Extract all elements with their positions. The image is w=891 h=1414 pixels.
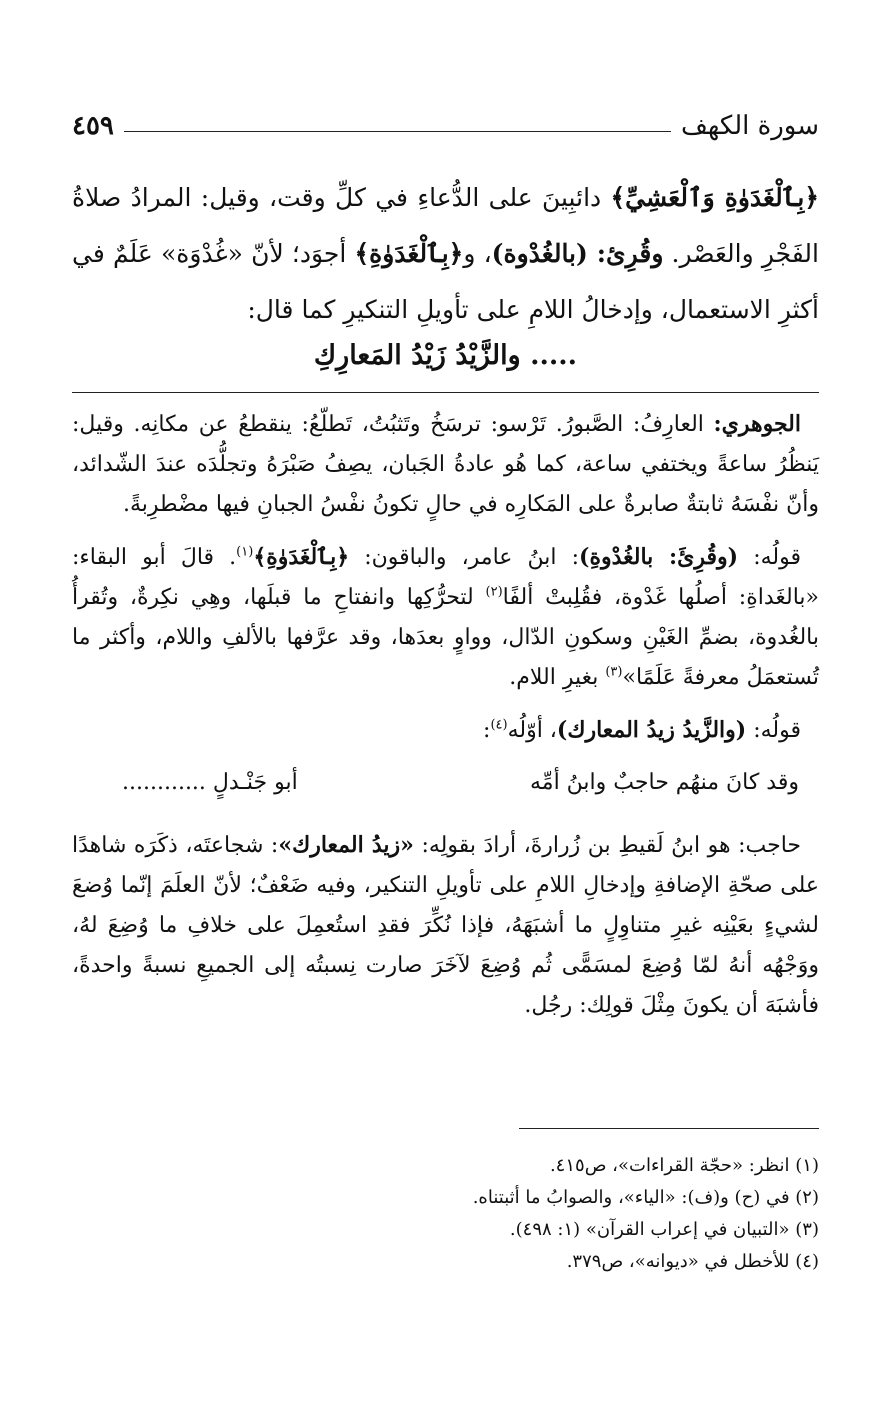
main-text-segment: أجوَد؛ لأنّ «غُدْوَة» عَلَمٌ في أكثرِ الاستعمال، وإدخالُ اللامِ على تأويلِ التنكيرِ كما قال: <box>72 239 819 324</box>
footnote-marker: (٣) <box>605 664 623 680</box>
section-divider <box>72 392 819 393</box>
footnote-marker: (٢) <box>485 584 503 600</box>
commentary-lemma: «زيدُ المعارك» <box>278 832 414 858</box>
commentary-paragraph <box>72 710 819 751</box>
commentary-text: : <box>483 718 491 743</box>
commentary-text: قولُه: <box>746 718 801 743</box>
commentary-text: : ابنُ عامر، والباقون: <box>349 545 580 570</box>
footnote: (٤) للأخطل في «ديوانه»، ص٣٧٩. <box>566 1251 819 1272</box>
surah-title: سورة الكهف <box>680 111 819 141</box>
main-text <box>72 170 819 338</box>
footnote-marker: (٤) <box>490 717 508 733</box>
main-text-segment: ، و <box>463 239 492 268</box>
hemistich-second: أبو جَنْـدلٍ ............ <box>122 770 298 795</box>
main-paragraph <box>72 170 819 338</box>
quran-quote: ﴿بِٱلْغَدَوٰةِ﴾ <box>354 239 464 268</box>
commentary-lemma: (وقُرِئَ: بالغُدْوةِ) <box>579 544 739 570</box>
commentary-text: لتحرُّكِها وانفتاحِ ما قبلَها، وهِي نكِرةٌ، وتُقرأُ بالغُدوة، بضمِّ الغَيْنِ وسكونِ الدّال، وواوٍ بعدَها، وقد عرَّفها بالألفِ واللام، وأكثر ما تُستعمَلُ معرفةً عَلَمًا» <box>72 585 819 690</box>
commentary-text: : شجاعتَه، ذكَرَه شاهدًا على صحّةِ الإضافةِ وإدخالِ اللامِ على تأويلِ التنكير، وفيه ضَعْفٌ؛ لأنّ العلَمَ إنّما وُضعَ لشيءٍ بعَيْنِه غيرِ متناوِلٍ ما أشبَهَهُ، فإذا نُكِّرَ فقدِ استُعمِلَ على خلافِ ما وُضِعَ لهُ، ووَجْهُه أنهُ لمّا وُضِعَ لمسَمًّى ثُم وُضِعَ لآخَرَ صارت نِسبتُه إلى الجميعِ نسبةً واحدةً، فأشبَهَ أن يكونَ مِثْلَ قولِك: رجُل. <box>72 833 819 1018</box>
footnote: (٢) في (ح) و(ف): «الياء»، والصوابُ ما أثبتناه. <box>472 1187 819 1208</box>
poem-verse <box>72 763 819 803</box>
commentary-lemma: الجوهري: <box>713 411 801 437</box>
commentary <box>72 404 819 1038</box>
footnote-rule <box>519 1128 819 1129</box>
commentary-text: حاجب: هو ابنُ لَقيطِ بن زُرارةَ، أرادَ بقولِه: <box>413 833 801 858</box>
quran-quote: ﴿بِٱلْغَدَوٰةِ وَٱلْعَشِيِّ﴾ <box>610 183 819 212</box>
hemistich-first: وقد كانَ منهُم حاجبٌ وابنُ أمِّه <box>530 770 799 795</box>
commentary-text: . قالَ أبو البقاء: «بالغَداةِ: أصلُها غَدْوة، فقُلِبتْ ألفًا <box>72 545 819 610</box>
footnote: (٣) «التبيان في إعراب القرآن» (١: ٤٩٨). <box>509 1219 819 1240</box>
commentary-text: ، أوّلُه <box>507 718 557 743</box>
commentary-text: بغيرِ اللام. <box>509 665 606 690</box>
commentary-paragraph <box>72 537 819 698</box>
commentary-lemma: (والزَّيدُ زيدُ المعارك) <box>556 717 747 743</box>
commentary-paragraph <box>72 825 819 1026</box>
header-rule <box>124 131 671 132</box>
footnote-marker: (١) <box>236 544 254 560</box>
reading-variant: وقُرِئ: (بالغُدْوة) <box>491 239 664 268</box>
quran-quote: ﴿بِٱلْغَدَوٰةِ﴾ <box>253 544 350 570</box>
commentary-text: قولُه: <box>738 545 801 570</box>
page-number: ٤٥٩ <box>72 111 114 141</box>
footnotes <box>72 1150 819 1278</box>
poetry-citation: ..... والزَّيْدُ زَيْدُ المَعارِكِ <box>313 340 578 371</box>
page <box>72 0 819 1414</box>
commentary-text: العارِفُ: الصَّبورُ. تَرْسو: ترسَخُ وتَثبُتُ، تَطلّعُ: ينقطعُ عن مكانِه. وقيل: يَنظُرُ ساعةً ويختفي ساعة، كما هُو عادةُ الجَبان، يصِفُ صَبْرَهُ وتجلُّدَه عندَ الشّدائد، وأنّ نفْسَهُ ثابتةٌ صابرةٌ على المَكارِه في حالٍ تكونُ نفْسُ الجبانِ فيها مضْطرِبةً. <box>72 412 819 517</box>
footnote: (١) انظر: «حجّة القراءات»، ص٤١٥. <box>549 1155 819 1176</box>
running-header <box>72 106 819 146</box>
main-text-segment: دائبِينَ على الدُّعاءِ في كلِّ وقت، وقيل: المرادُ صلاةُ الفَجْرِ والعَصْر. <box>72 183 819 268</box>
commentary-paragraph <box>72 404 819 525</box>
